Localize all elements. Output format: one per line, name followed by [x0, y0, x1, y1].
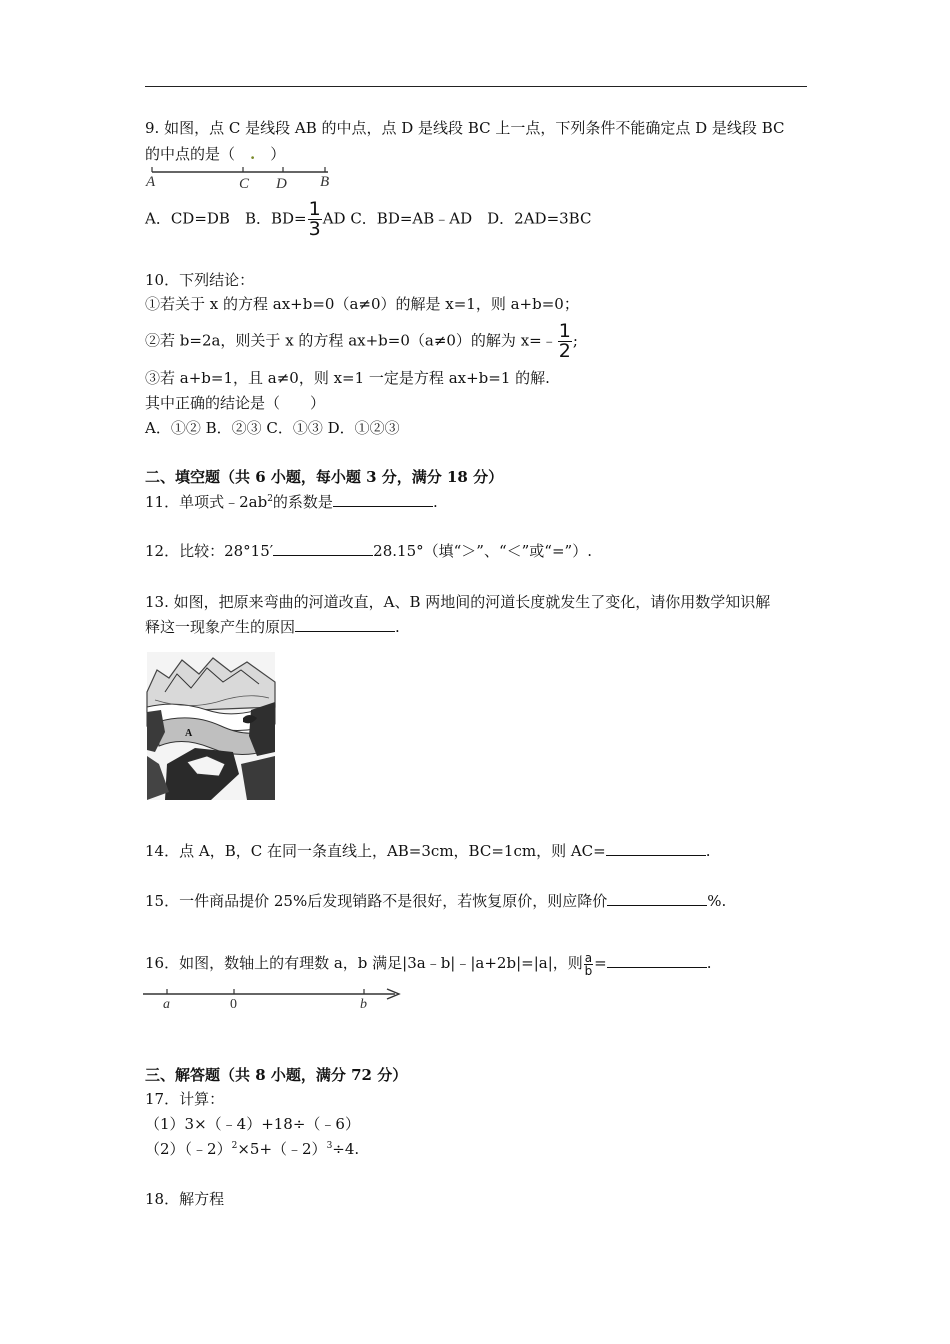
q11-text: 11．单项式﹣2ab [145, 493, 268, 511]
q13-line2-text: 释这一现象产生的原因 [145, 618, 296, 636]
q16-equals: = [594, 954, 607, 972]
q9-options [145, 200, 591, 239]
q9-frac-den: 3 [308, 218, 321, 240]
q12-text-2: 28.15°（填“＞”、“＜”或“=”）. [373, 542, 592, 560]
section-3-heading: 三、解答题（共 8 小题，满分 72 分） [145, 1066, 408, 1084]
q12-answer-blank[interactable] [273, 541, 373, 556]
q9-options-a: A．CD=DB B．BD= [145, 209, 307, 228]
q13-answer-blank[interactable] [295, 617, 395, 632]
q14-answer-blank[interactable] [606, 841, 706, 856]
q10-statement-3: ③若 a+b=1，且 a≠0，则 x=1 一定是方程 ax+b=1 的解. [145, 369, 550, 387]
q10-statement-1: ①若关于 x 的方程 ax+b=0（a≠0）的解是 x=1，则 a+b=0； [145, 295, 579, 313]
river-point-label: A [185, 728, 193, 739]
q11-end: . [432, 493, 438, 511]
section-2-heading: 二、填空题（共 6 小题，每小题 3 分，满分 18 分） [145, 468, 504, 486]
q16-end: . [706, 954, 712, 972]
river-picture [147, 652, 275, 800]
q17-part-1: （1）3×（﹣4）+18÷（﹣6） [145, 1115, 360, 1133]
q15-answer-blank[interactable] [607, 891, 707, 906]
q17-part-2 [145, 1139, 359, 1159]
q17-p2-sup1: 2 [231, 1141, 238, 1151]
q16-label-a: a [163, 997, 170, 1012]
q9-line2-text: 的中点的是（ [145, 145, 251, 163]
q9-label-a: A [146, 174, 156, 190]
q9-line2 [145, 144, 285, 164]
q16-text: 16．如图，数轴上的有理数 a，b 满足|3a﹣b|﹣|a+2b|=|a|，则 [145, 954, 583, 972]
q11-text-2: 的系数是 [272, 493, 333, 511]
q10-statement-2 [145, 322, 578, 361]
q9-segment-diagram [142, 164, 342, 194]
q16-frac-num: a [584, 950, 593, 965]
q9-label-d: D [276, 176, 287, 192]
q10-title: 10．下列结论： [145, 271, 255, 289]
q16 [145, 946, 711, 980]
q11 [145, 492, 438, 512]
q9-label-c: C [239, 176, 250, 192]
q14-end: . [705, 842, 711, 860]
q16-label-b: b [360, 997, 367, 1012]
q13-line2 [145, 617, 400, 637]
q10-frac-num: 1 [558, 320, 571, 342]
q16-label-0: 0 [230, 997, 237, 1012]
q9-dot: . [250, 145, 256, 163]
q17-p2-a: （2）（﹣2） [145, 1140, 232, 1158]
q13-line1: 13. 如图，把原来弯曲的河道改直，A、B 两地间的河道长度就发生了变化，请你用数学知识解 [145, 593, 771, 611]
q10-s2-text: ②若 b=2a，则关于 x 的方程 ax+b=0（a≠0）的解为 x=﹣ [145, 331, 557, 350]
q16-answer-blank[interactable] [607, 953, 707, 968]
q15-end: %. [707, 892, 727, 910]
q9-line2-end: ） [255, 145, 286, 163]
q14-text: 14．点 A，B，C 在同一条直线上，AB=3cm，BC=1cm，则 AC= [145, 842, 606, 860]
q15-text: 15．一件商品提价 25%后发现销路不是很好，若恢复原价，则应降价 [145, 892, 608, 910]
q10-frac-den: 2 [558, 340, 571, 362]
q10-options: A．①② B．②③ C．①③ D．①②③ [145, 419, 400, 437]
header-rule [145, 86, 807, 87]
q15 [145, 891, 726, 911]
q17-p2-sup2: 3 [326, 1141, 333, 1151]
q9-label-b: B [320, 174, 330, 190]
q12-text: 12．比较：28°15′ [145, 542, 274, 560]
q13-end: . [395, 618, 400, 636]
q12 [145, 541, 592, 561]
q9-options-b: AD C．BD=AB﹣AD D．2AD=3BC [322, 209, 592, 228]
q17-p2-c: ÷4. [332, 1140, 360, 1158]
q9-fraction [308, 200, 322, 239]
q16-fraction [584, 952, 593, 977]
q16-number-line [143, 984, 405, 1016]
q10-fraction [558, 322, 572, 361]
q11-answer-blank[interactable] [333, 492, 433, 507]
q11-superscript: 2 [267, 494, 273, 504]
q18-title: 18．解方程 [145, 1190, 225, 1208]
q9-frac-num: 1 [308, 198, 321, 220]
q9-line1: 9. 如图，点 C 是线段 AB 的中点，点 D 是线段 BC 上一点，下列条件不能确定点 D 是线段 BC [145, 119, 785, 137]
q17-p2-b: ×5+（﹣2） [237, 1140, 327, 1158]
q10-ask: 其中正确的结论是（ ） [145, 394, 326, 412]
q14 [145, 841, 711, 861]
q16-frac-den: b [584, 963, 593, 978]
q10-s2-end: ; [572, 331, 578, 350]
q17-title: 17．计算： [145, 1090, 225, 1108]
